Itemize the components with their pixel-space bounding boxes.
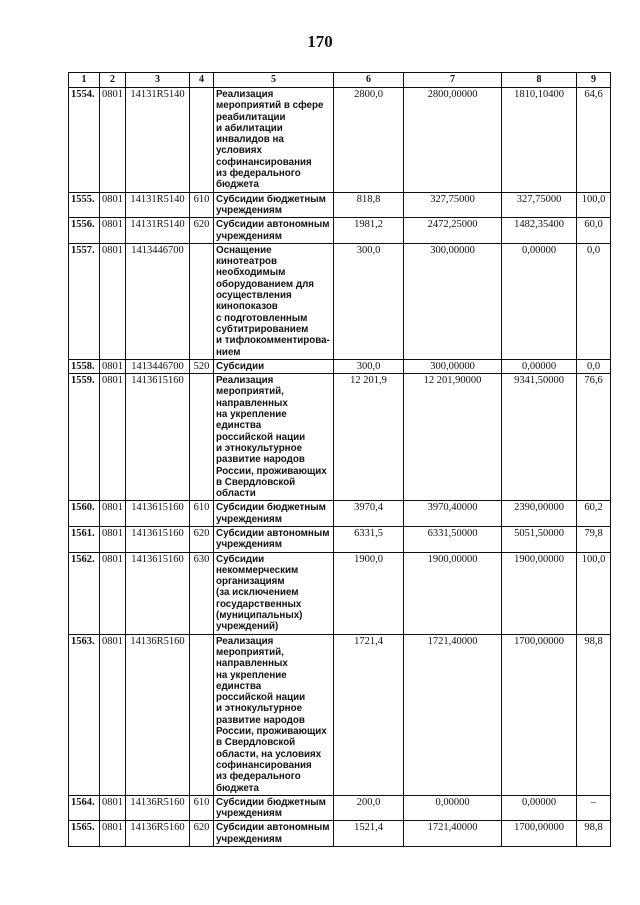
section-code: 0801 [100, 795, 126, 821]
row-number: 1563. [69, 634, 100, 795]
revised-amount: 1900,00000 [404, 552, 502, 634]
row-number: 1561. [69, 526, 100, 552]
item-name: Реализация мероприятий, направленных на укрепление единства российской нации и этнокультурное развитие народов России, проживающих в Свердловской области, на условиях софинансирования из федерального бюджета [214, 634, 334, 795]
col-header-6: 6 [334, 73, 404, 88]
target-article-code: 1413615160 [126, 501, 190, 527]
executed-amount: 2390,00000 [502, 501, 577, 527]
row-number: 1556. [69, 218, 100, 244]
revised-amount: 1721,40000 [404, 821, 502, 847]
execution-percent: 100,0 [577, 552, 611, 634]
target-article-code: 14131R5140 [126, 218, 190, 244]
target-article-code: 14136R5160 [126, 795, 190, 821]
col-header-5: 5 [214, 73, 334, 88]
executed-amount: 1700,00000 [502, 634, 577, 795]
item-name: Субсидии автономным учреждениям [214, 821, 334, 847]
executed-amount: 0,00000 [502, 243, 577, 359]
target-article-code: 1413615160 [126, 526, 190, 552]
executed-amount: 1700,00000 [502, 821, 577, 847]
expense-type-code: 620 [190, 821, 214, 847]
row-number: 1565. [69, 821, 100, 847]
section-code: 0801 [100, 218, 126, 244]
target-article-code: 14136R5160 [126, 821, 190, 847]
revised-amount: 1721,40000 [404, 634, 502, 795]
revised-amount: 300,00000 [404, 359, 502, 373]
expense-type-code: 610 [190, 795, 214, 821]
table-row [69, 552, 611, 634]
section-code: 0801 [100, 501, 126, 527]
row-number: 1557. [69, 243, 100, 359]
approved-amount: 200,0 [334, 795, 404, 821]
table-row [69, 821, 611, 847]
target-article-code: 1413446700 [126, 359, 190, 373]
item-name: Оснащение кинотеатров необходимым оборудованием для осуществления кинопоказов с подготовленным субтитрированием и тифлокомментирова- нием [214, 243, 334, 359]
target-article-code: 14136R5160 [126, 634, 190, 795]
section-code: 0801 [100, 526, 126, 552]
item-name: Субсидии автономным учреждениям [214, 526, 334, 552]
target-article-code: 14131R5140 [126, 192, 190, 218]
section-code: 0801 [100, 88, 126, 193]
section-code: 0801 [100, 634, 126, 795]
approved-amount: 12 201,9 [334, 374, 404, 501]
page-number: 170 [307, 32, 333, 51]
section-code: 0801 [100, 192, 126, 218]
revised-amount: 327,75000 [404, 192, 502, 218]
table-row [69, 374, 611, 501]
executed-amount: 1900,00000 [502, 552, 577, 634]
table-header-row [69, 73, 611, 88]
revised-amount: 6331,50000 [404, 526, 502, 552]
approved-amount: 3970,4 [334, 501, 404, 527]
section-code: 0801 [100, 243, 126, 359]
executed-amount: 327,75000 [502, 192, 577, 218]
col-header-8: 8 [502, 73, 577, 88]
approved-amount: 2800,0 [334, 88, 404, 193]
executed-amount: 9341,50000 [502, 374, 577, 501]
col-header-2: 2 [100, 73, 126, 88]
approved-amount: 818,8 [334, 192, 404, 218]
item-name: Субсидии бюджетным учреждениям [214, 192, 334, 218]
row-number: 1562. [69, 552, 100, 634]
approved-amount: 300,0 [334, 359, 404, 373]
execution-percent: 60,2 [577, 501, 611, 527]
approved-amount: 300,0 [334, 243, 404, 359]
expense-type-code: 610 [190, 501, 214, 527]
col-header-4: 4 [190, 73, 214, 88]
execution-percent: 64,6 [577, 88, 611, 193]
approved-amount: 1900,0 [334, 552, 404, 634]
budget-table [68, 72, 611, 847]
row-number: 1560. [69, 501, 100, 527]
execution-percent: 98,8 [577, 634, 611, 795]
col-header-1: 1 [69, 73, 100, 88]
table-row [69, 243, 611, 359]
execution-percent: 76,6 [577, 374, 611, 501]
row-number: 1554. [69, 88, 100, 193]
target-article-code: 1413615160 [126, 552, 190, 634]
section-code: 0801 [100, 374, 126, 501]
item-name: Субсидии некоммерческим организациям (за исключением государственных (муниципальных) учреждений) [214, 552, 334, 634]
target-article-code: 1413446700 [126, 243, 190, 359]
revised-amount: 0,00000 [404, 795, 502, 821]
revised-amount: 2472,25000 [404, 218, 502, 244]
execution-percent: 100,0 [577, 192, 611, 218]
item-name: Субсидии [214, 359, 334, 373]
executed-amount: 0,00000 [502, 795, 577, 821]
col-header-3: 3 [126, 73, 190, 88]
section-code: 0801 [100, 821, 126, 847]
approved-amount: 6331,5 [334, 526, 404, 552]
target-article-code: 1413615160 [126, 374, 190, 501]
row-number: 1555. [69, 192, 100, 218]
execution-percent: 79,8 [577, 526, 611, 552]
item-name: Субсидии бюджетным учреждениям [214, 501, 334, 527]
executed-amount: 1482,35400 [502, 218, 577, 244]
executed-amount: 0,00000 [502, 359, 577, 373]
table-row [69, 526, 611, 552]
item-name: Реализация мероприятий в сфере реабилитации и абилитации инвалидов на условиях софинансирования из федерального бюджета [214, 88, 334, 193]
item-name: Субсидии автономным учреждениям [214, 218, 334, 244]
table-row [69, 218, 611, 244]
revised-amount: 3970,40000 [404, 501, 502, 527]
revised-amount: 300,00000 [404, 243, 502, 359]
row-number: 1564. [69, 795, 100, 821]
execution-percent: 0,0 [577, 359, 611, 373]
item-name: Реализация мероприятий, направленных на укрепление единства российской нации и этнокультурное развитие народов России, проживающих в Свердловской области [214, 374, 334, 501]
row-number: 1559. [69, 374, 100, 501]
revised-amount: 12 201,90000 [404, 374, 502, 501]
col-header-7: 7 [404, 73, 502, 88]
expense-type-code: 630 [190, 552, 214, 634]
expense-type-code: 520 [190, 359, 214, 373]
execution-percent: 60,0 [577, 218, 611, 244]
table-row [69, 795, 611, 821]
expense-type-code: 620 [190, 218, 214, 244]
expense-type-code [190, 243, 214, 359]
section-code: 0801 [100, 359, 126, 373]
executed-amount: 1810,10400 [502, 88, 577, 193]
table-row [69, 501, 611, 527]
expense-type-code [190, 634, 214, 795]
executed-amount: 5051,50000 [502, 526, 577, 552]
approved-amount: 1521,4 [334, 821, 404, 847]
item-name: Субсидии бюджетным учреждениям [214, 795, 334, 821]
expense-type-code: 610 [190, 192, 214, 218]
approved-amount: 1981,2 [334, 218, 404, 244]
table-row [69, 88, 611, 193]
execution-percent: 0,0 [577, 243, 611, 359]
expense-type-code [190, 88, 214, 193]
execution-percent: 98,8 [577, 821, 611, 847]
table-row [69, 192, 611, 218]
execution-percent: – [577, 795, 611, 821]
col-header-9: 9 [577, 73, 611, 88]
table-row [69, 359, 611, 373]
row-number: 1558. [69, 359, 100, 373]
target-article-code: 14131R5140 [126, 88, 190, 193]
expense-type-code: 620 [190, 526, 214, 552]
table-row [69, 634, 611, 795]
revised-amount: 2800,00000 [404, 88, 502, 193]
expense-type-code [190, 374, 214, 501]
section-code: 0801 [100, 552, 126, 634]
approved-amount: 1721,4 [334, 634, 404, 795]
